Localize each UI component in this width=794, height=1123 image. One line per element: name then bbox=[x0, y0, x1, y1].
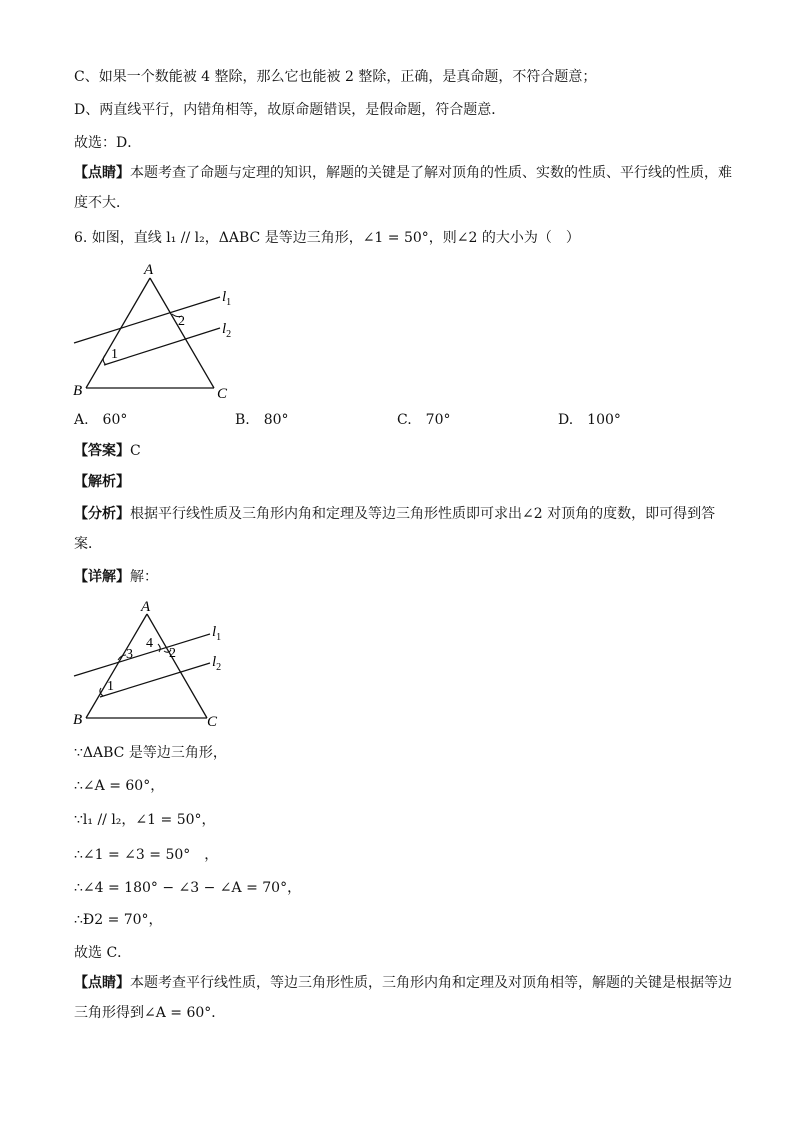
dianjing-1 bbox=[74, 158, 734, 218]
xiangjie bbox=[74, 567, 158, 587]
label-l1-sub: 1 bbox=[226, 297, 232, 308]
step-6: ∴Ð2 = 70°， bbox=[74, 912, 163, 928]
vertex-c: C bbox=[217, 386, 228, 402]
jiexi-tag: 【解析】 bbox=[74, 474, 130, 490]
figure-2 bbox=[66, 595, 256, 735]
angle-label-2: 2 bbox=[178, 314, 185, 329]
dianjing-2-body: 本题考查平行线性质，等边三角形性质，三角形内角和定理及对顶角相等，解题的关键是根据等边三角形得到∠A = 60°． bbox=[74, 975, 732, 1021]
xiangjie-tag: 【详解】 bbox=[74, 569, 130, 585]
vertex-a: A bbox=[144, 262, 154, 278]
figure-1 bbox=[66, 258, 256, 408]
answer bbox=[74, 441, 141, 461]
step-4: ∴∠1 = ∠3 = 50° ， bbox=[74, 847, 219, 863]
angle-label-4: 4 bbox=[146, 636, 153, 651]
option-a[interactable]: A. 60° bbox=[74, 412, 128, 428]
label-l1-sub: 1 bbox=[216, 632, 222, 643]
label-l1-letter: l bbox=[212, 624, 217, 640]
angle-label-1: 1 bbox=[107, 679, 114, 694]
dianjing-1-tag: 【点睛】 bbox=[74, 165, 130, 181]
fenxi-tag: 【分析】 bbox=[74, 506, 130, 522]
vertex-b: B bbox=[73, 383, 83, 399]
fenxi bbox=[74, 499, 734, 559]
question-6: 6. 如图，直线 l₁ // l₂，ΔABC 是等边三角形，∠1 = 50°，则∠2 的大小为（ ） bbox=[74, 230, 580, 246]
label-l2-sub: 2 bbox=[226, 329, 232, 340]
step-3: ∵l₁ // l₂，∠1 = 50°， bbox=[74, 812, 216, 828]
line-l2 bbox=[100, 663, 210, 697]
option-b[interactable]: B. 80° bbox=[235, 412, 289, 428]
step-5: ∴∠4 = 180° − ∠3 − ∠A = 70°， bbox=[74, 880, 302, 896]
option-d-explanation: D、两直线平行，内错角相等，故原命题错误，是假命题，符合题意． bbox=[74, 102, 506, 118]
label-l2 bbox=[222, 321, 231, 340]
xiangjie-body: 解： bbox=[130, 569, 158, 585]
label-l1-letter: l bbox=[222, 289, 227, 305]
label-l2-letter: l bbox=[212, 654, 217, 670]
label-l2-sub: 2 bbox=[216, 662, 222, 673]
angle-label-1: 1 bbox=[111, 347, 118, 362]
answer-value: C bbox=[130, 443, 141, 459]
angle-label-2: 2 bbox=[169, 646, 176, 661]
answer-tag: 【答案】 bbox=[74, 443, 130, 459]
choose-d: 故选：D． bbox=[74, 135, 142, 151]
line-l2 bbox=[104, 328, 220, 365]
dianjing-1-body: 本题考查了命题与定理的知识，解题的关键是了解对顶角的性质、实数的性质、平行线的性质，难度不大． bbox=[74, 165, 732, 211]
vertex-b: B bbox=[73, 712, 83, 728]
side-ab bbox=[86, 278, 150, 388]
option-c[interactable]: C. 70° bbox=[397, 412, 451, 428]
option-d[interactable]: D. 100° bbox=[558, 412, 621, 428]
side-ab bbox=[86, 614, 147, 718]
side-ac bbox=[147, 614, 207, 718]
angle-label-3: 3 bbox=[126, 647, 133, 662]
dianjing-2 bbox=[74, 968, 734, 1028]
line-l1 bbox=[74, 297, 220, 343]
label-l2 bbox=[212, 654, 221, 673]
label-l2-letter: l bbox=[222, 321, 227, 337]
step-1: ∵ΔABC 是等边三角形， bbox=[74, 745, 227, 761]
choose-c: 故选 C． bbox=[74, 945, 132, 961]
fenxi-body: 根据平行线性质及三角形内角和定理及等边三角形性质即可求出∠2 对顶角的度数，即可得到答案． bbox=[74, 506, 716, 552]
label-l1 bbox=[222, 289, 231, 308]
vertex-a: A bbox=[141, 599, 151, 615]
dianjing-2-tag: 【点睛】 bbox=[74, 975, 130, 991]
step-2: ∴∠A = 60°， bbox=[74, 778, 165, 794]
vertex-c: C bbox=[207, 714, 218, 730]
option-c-explanation: C、如果一个数能被 4 整除，那么它也能被 2 整除，正确，是真命题，不符合题意； bbox=[74, 69, 597, 85]
label-l1 bbox=[212, 624, 221, 643]
angle-arc-4 bbox=[158, 644, 160, 652]
